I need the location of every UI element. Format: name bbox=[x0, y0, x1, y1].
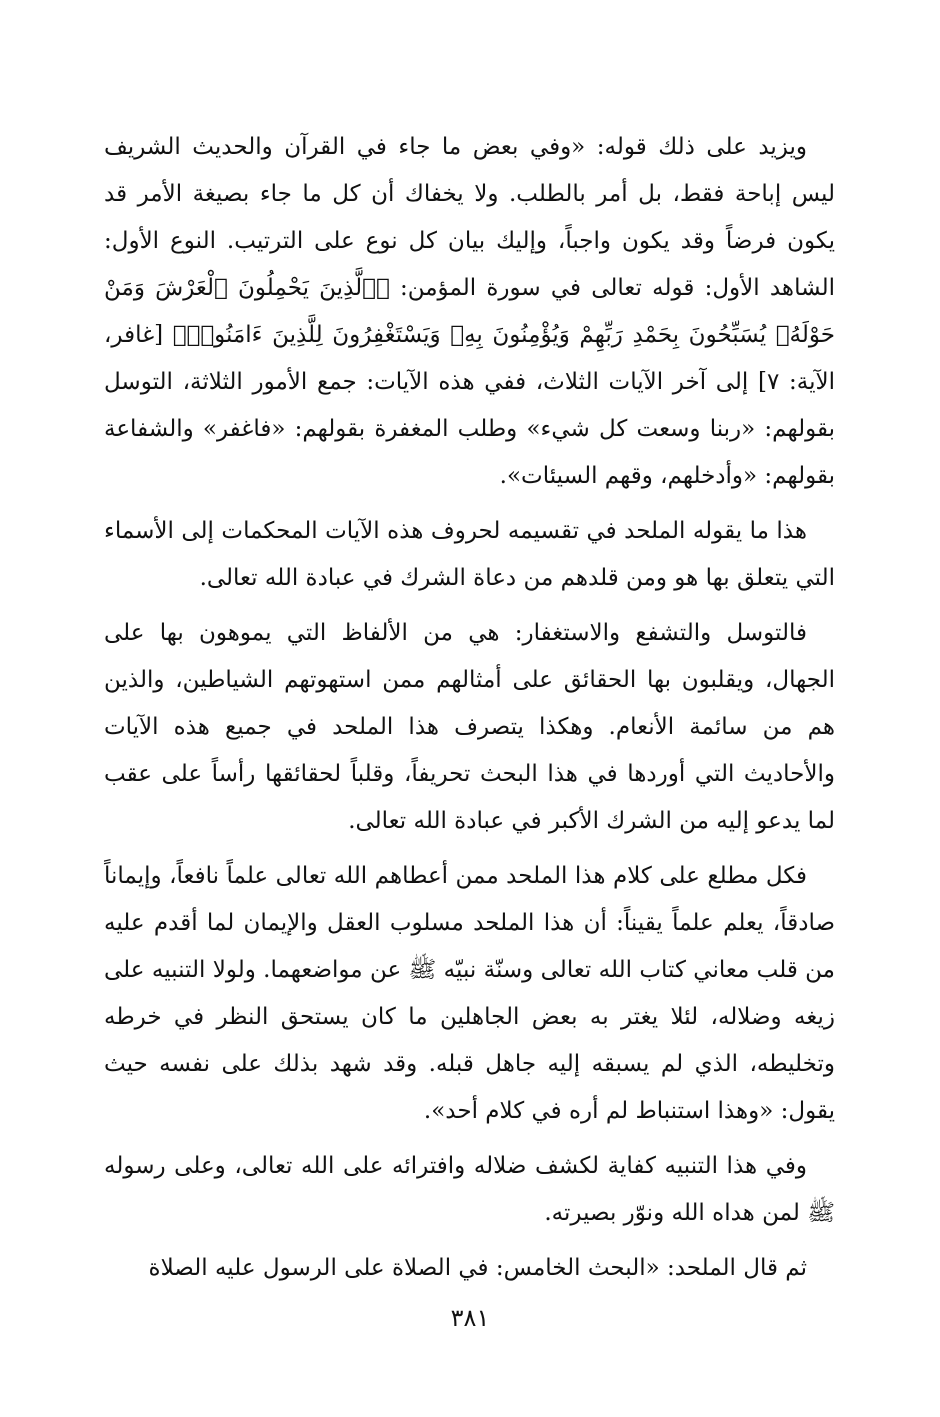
page-number: ٣٨١ bbox=[450, 1304, 490, 1332]
paragraph-1: ويزيد على ذلك قوله: «وفي بعض ما جاء في القرآن والحديث الشريف ليس إباحة فقط، بل أمر بالطلب. ولا يخفاك أن كل ما جاء بصيغة الأمر قد يكون فرضاً وقد يكون واجباً، وإليك بيان كل نوع على الترتيب. النوع الأول: الشاهد الأول: قوله تعالى في سورة المؤمن: ﴿ٱلَّذِينَ يَحْمِلُونَ ٱلْعَرْشَ وَمَنْ حَوْلَهُۥ يُسَبِّحُونَ بِحَمْدِ رَبِّهِمْ وَيُؤْمِنُونَ بِهِۦ وَيَسْتَغْفِرُونَ لِلَّذِينَ ءَامَنُوا۟﴾ [غافر، الآية: ٧] إلى آخر الآيات الثلاث، ففي هذه الآيات: جمع الأمور الثلاثة، التوسل بقولهم: «ربنا وسعت كل شيء» وطلب المغفرة بقولهم: «فاغفر» والشفاعة بقولهم: «وأدخلهم، وقهم السيئات». bbox=[104, 134, 835, 489]
page-body bbox=[104, 124, 835, 1300]
paragraph-2: هذا ما يقوله الملحد في تقسيمه لحروف هذه الآيات المحكمات إلى الأسماء التي يتعلق بها هو ومن قلدهم من دعاة الشرك في عبادة الله تعالى. bbox=[104, 518, 835, 591]
paragraph-4: فكل مطلع على كلام هذا الملحد ممن أعطاهم الله تعالى علماً نافعاً، وإيماناً صادقاً، يعلم علماً يقيناً: أن هذا الملحد مسلوب العقل والإيمان لما أقدم عليه من قلب معاني كتاب الله تعالى وسنّة نبيّه ﷺ عن مواضعهما. ولولا التنبيه على زيغه وضلاله، لئلا يغتر به بعض الجاهلين ما كان يستحق النظر في خرطه وتخليطه، الذي لم يسبقه إليه جاهل قبله. وقد شهد بذلك على نفسه حيث يقول: «وهذا استنباط لم أره في كلام أحد». bbox=[104, 863, 835, 1124]
paragraph-5: وفي هذا التنبيه كفاية لكشف ضلاله وافترائه على الله تعالى، وعلى رسوله ﷺ لمن هداه الله ونوّر بصيرته. bbox=[104, 1153, 835, 1226]
paragraph-6: ثم قال الملحد: «البحث الخامس: في الصلاة على الرسول عليه الصلاة bbox=[148, 1255, 807, 1281]
paragraph-3: فالتوسل والتشفع والاستغفار: هي من الألفاظ التي يموهون بها على الجهال، ويقلبون بها الحقائق على أمثالهم ممن استهوتهم الشياطين، والذين هم من سائمة الأنعام. وهكذا يتصرف هذا الملحد في جميع هذه الآيات والأحاديث التي أوردها في هذا البحث تحريفاً، وقلباً لحقائقها رأساً على عقب لما يدعو إليه من الشرك الأكبر في عبادة الله تعالى. bbox=[104, 620, 835, 834]
